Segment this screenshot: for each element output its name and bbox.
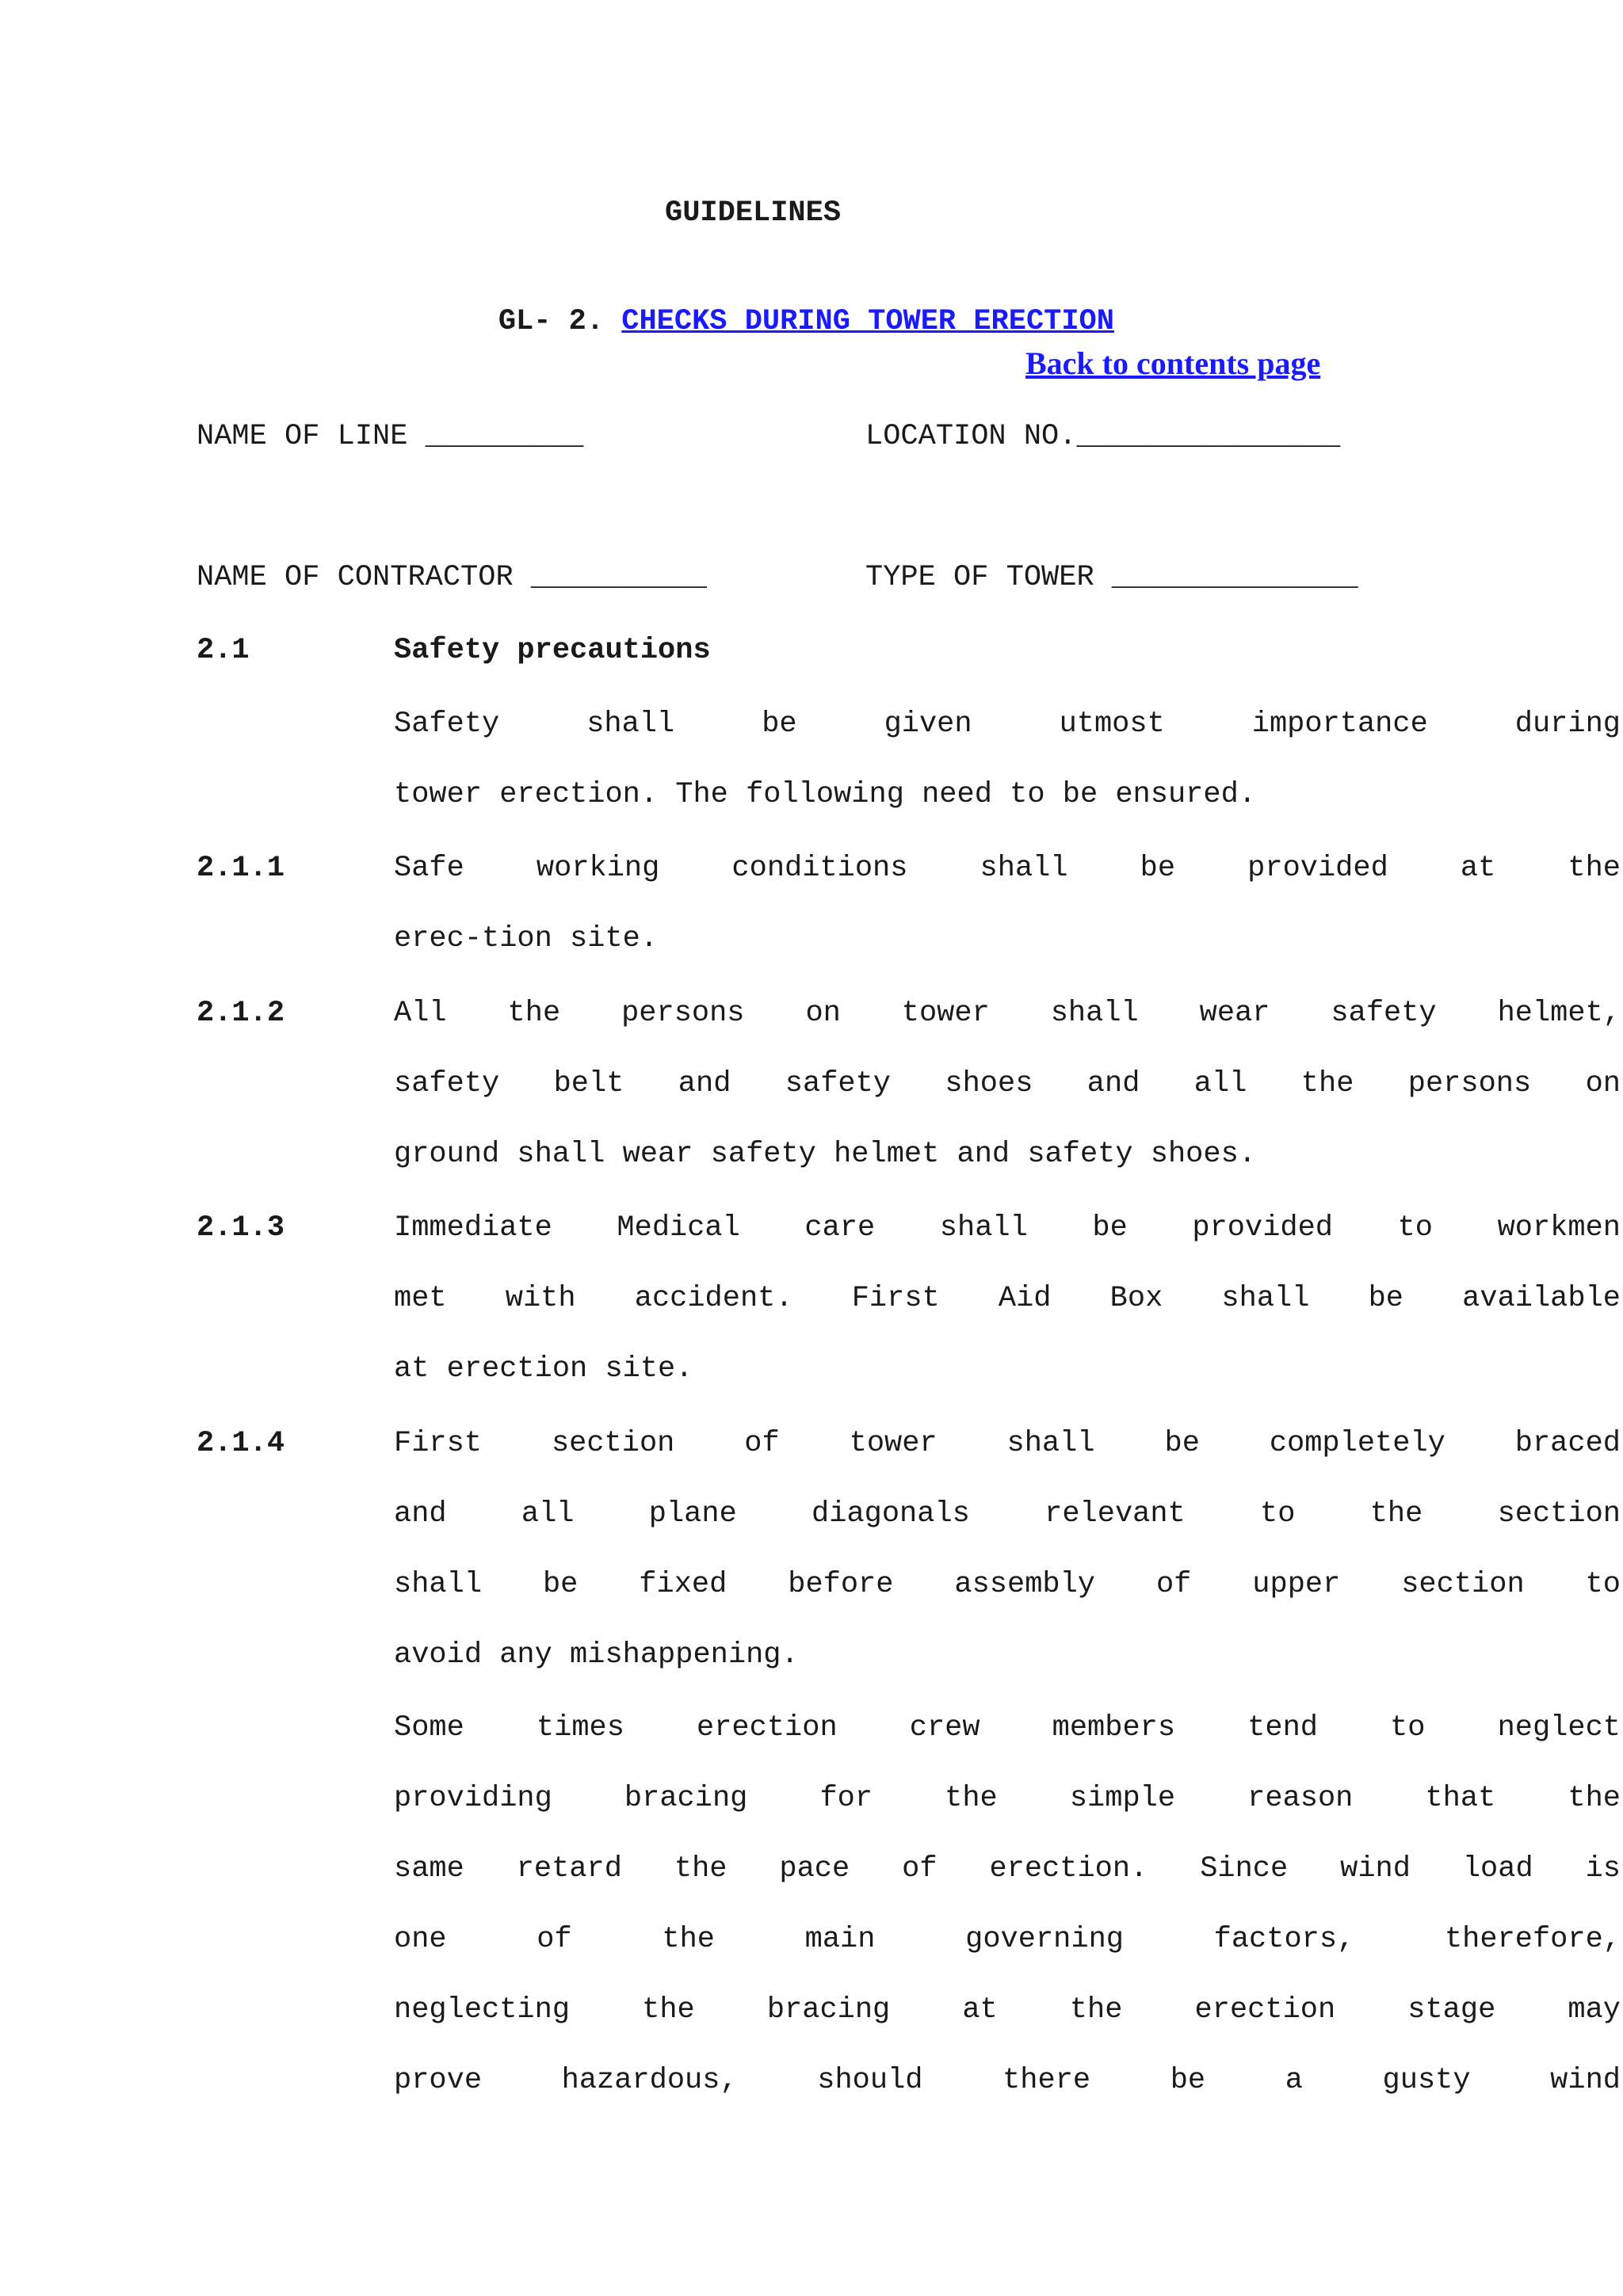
guideline-heading: [428, 272, 1114, 372]
body-line: same retard the pace of erection. Since wind load is: [394, 1852, 1621, 1886]
name-of-line-field: NAME OF LINE _________: [197, 420, 584, 453]
body-line: and all plane diagonals relevant to the section: [394, 1497, 1621, 1531]
item-number: 2.1.4: [197, 1427, 285, 1460]
body-line: shall be fixed before assembly of upper section to: [394, 1568, 1621, 1601]
body-line: ground shall wear safety helmet and safety shoes.: [394, 1138, 1256, 1171]
guideline-prefix: GL- 2.: [498, 305, 622, 338]
body-line: one of the main governing factors, therefore,: [394, 1923, 1621, 1956]
guideline-title-link[interactable]: CHECKS DURING TOWER ERECTION: [621, 305, 1114, 338]
item-number: 2.1.3: [197, 1211, 285, 1245]
body-line: All the persons on tower shall wear safety helmet,: [394, 997, 1621, 1030]
body-line: tower erection. The following need to be ensured.: [394, 778, 1256, 811]
document-title: GUIDELINES: [665, 196, 842, 230]
back-to-contents-link[interactable]: Back to contents page: [1025, 345, 1321, 381]
body-line: met with accident. First Aid Box shall be available: [394, 1282, 1621, 1315]
type-of-tower-field: TYPE OF TOWER ______________: [865, 561, 1358, 594]
item-number: 2.1.2: [197, 997, 285, 1030]
section-heading: Safety precautions: [394, 634, 711, 667]
body-line: neglecting the bracing at the erection stage may: [394, 1993, 1621, 2027]
body-line: Safe working conditions shall be provided at the: [394, 852, 1621, 885]
body-line: prove hazardous, should there be a gusty wind: [394, 2064, 1621, 2097]
body-line: safety belt and safety shoes and all the persons on: [394, 1067, 1621, 1100]
body-line: Some times erection crew members tend to neglect: [394, 1711, 1621, 1745]
body-line: at erection site.: [394, 1352, 693, 1386]
body-line: providing bracing for the simple reason that the: [394, 1782, 1621, 1815]
body-line: First section of tower shall be completely braced: [394, 1427, 1621, 1460]
location-no-field: LOCATION NO._______________: [865, 420, 1341, 453]
name-of-contractor-field: NAME OF CONTRACTOR __________: [197, 561, 707, 594]
item-number: 2.1.1: [197, 852, 285, 885]
body-line: erec-tion site.: [394, 922, 659, 955]
body-line: avoid any mishappening.: [394, 1638, 799, 1672]
section-number: 2.1: [197, 634, 250, 667]
body-line: Immediate Medical care shall be provided to workmen: [394, 1211, 1621, 1245]
body-line: Safety shall be given utmost importance during: [394, 707, 1621, 741]
